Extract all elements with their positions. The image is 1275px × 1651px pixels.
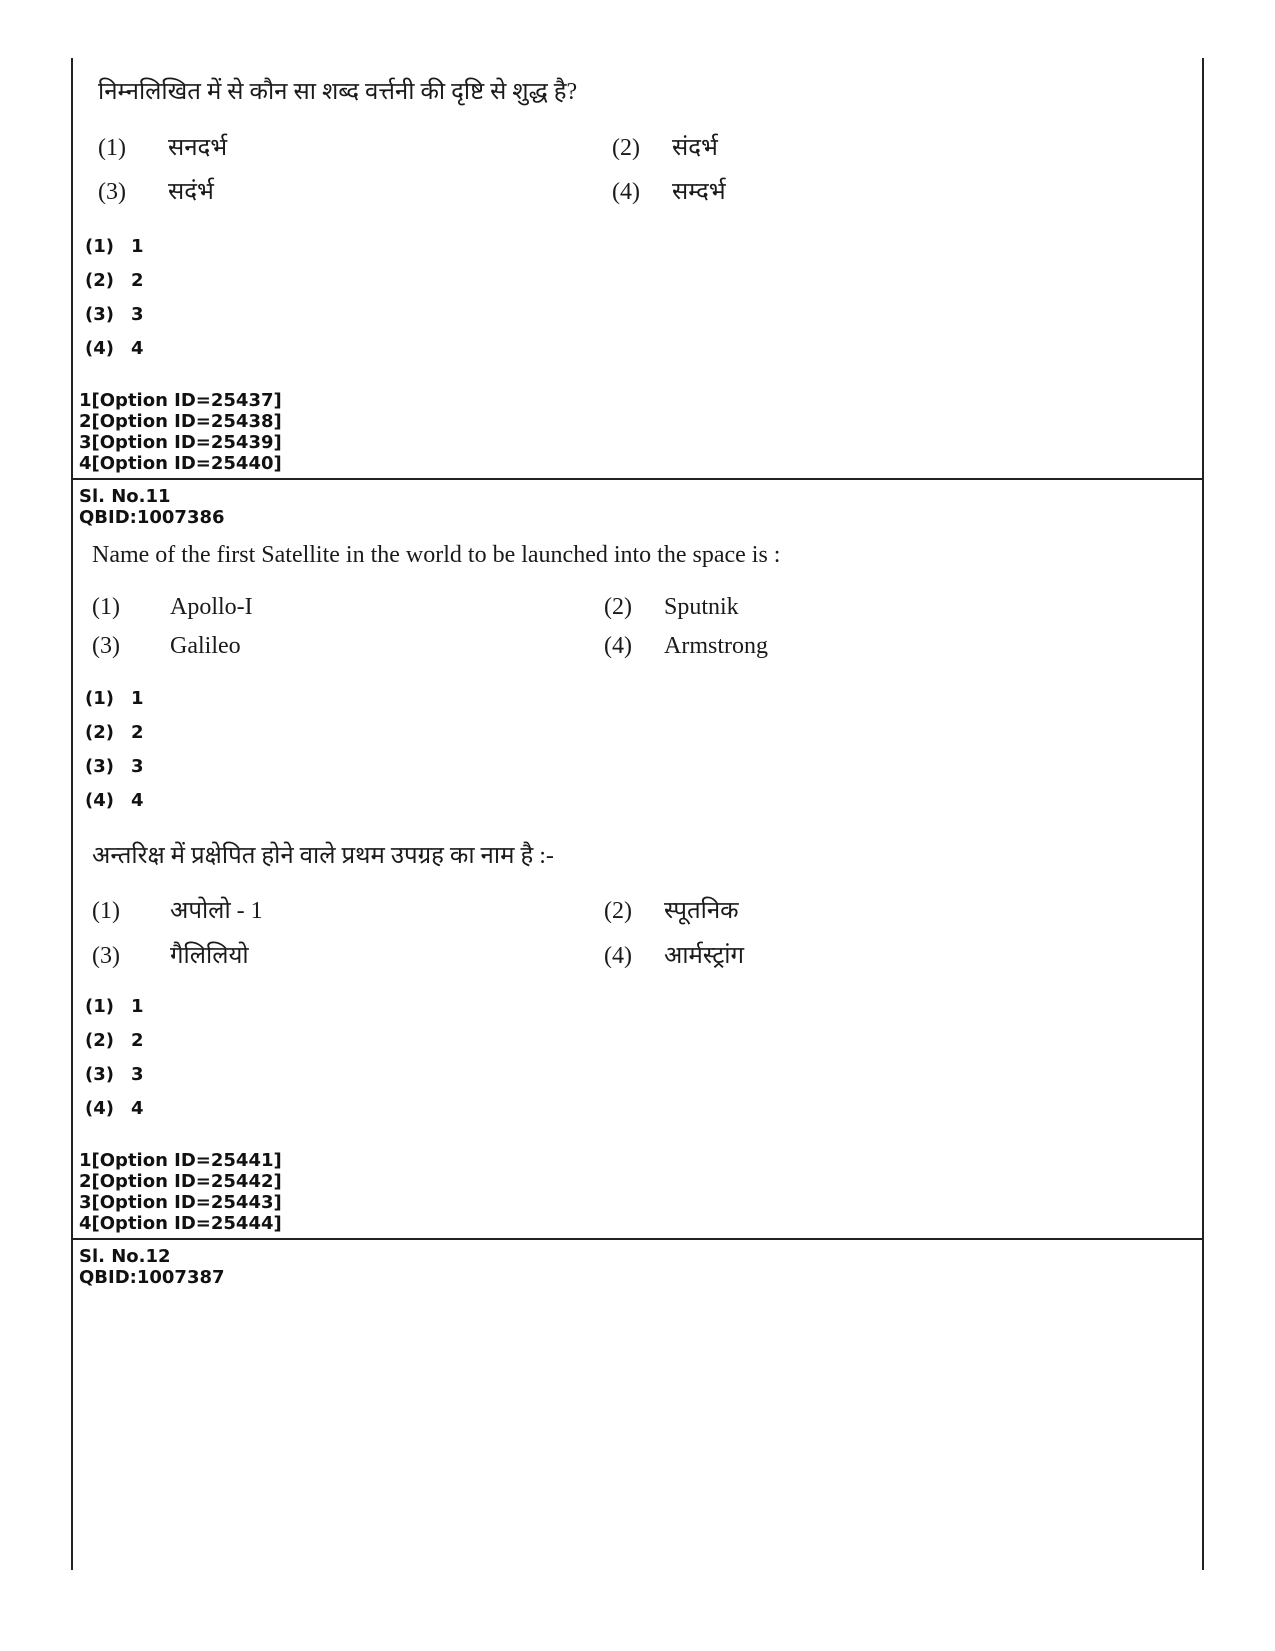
section-divider bbox=[71, 478, 1204, 480]
q10-answer-choice-3[interactable]: (3) 3 bbox=[85, 304, 144, 325]
q11-english-answer-choice-2[interactable]: (2) 2 bbox=[85, 722, 144, 743]
q11-english-option-2: (2) Sputnik bbox=[604, 594, 739, 620]
q11-hindi-answer-choice-2[interactable]: (2) 2 bbox=[85, 1030, 144, 1051]
q11-hindi-option-4: (4) आर्मस्ट्रांग bbox=[604, 943, 745, 969]
q11-hindi-question: अन्तरिक्ष में प्रक्षेपित होने वाले प्रथम उपग्रह का नाम है :- bbox=[92, 843, 554, 869]
q12-header bbox=[79, 1246, 225, 1288]
q11-hindi-option-1: (1) अपोलो - 1 bbox=[92, 898, 263, 924]
q11-english-option-3: (3) Galileo bbox=[92, 633, 241, 659]
q11-english-answer-choice-3[interactable]: (3) 3 bbox=[85, 756, 144, 777]
q10-option-ids bbox=[79, 390, 282, 474]
q10-answer-choice-4[interactable]: (4) 4 bbox=[85, 338, 144, 359]
q10-hindi-option-3: (3) सदंर्भ bbox=[98, 179, 214, 205]
qbid: QBID:1007386 bbox=[79, 507, 225, 528]
q11-english-question: Name of the first Satellite in the world to be launched into the space is : bbox=[92, 542, 781, 568]
right-border bbox=[1202, 58, 1204, 1570]
q11-hindi-answer-choice-1[interactable]: (1) 1 bbox=[85, 996, 144, 1017]
option-id-line: 1[Option ID=25441] bbox=[79, 1150, 282, 1171]
q11-header bbox=[79, 486, 225, 528]
option-id-line: 4[Option ID=25444] bbox=[79, 1213, 282, 1234]
section-divider bbox=[71, 1238, 1204, 1240]
q11-english-answer-choice-4[interactable]: (4) 4 bbox=[85, 790, 144, 811]
q11-hindi-option-2: (2) स्पूतनिक bbox=[604, 898, 739, 924]
q11-hindi-option-3: (3) गैलिलियो bbox=[92, 943, 249, 969]
q10-hindi-option-4: (4) सम्दर्भ bbox=[612, 179, 726, 205]
q11-option-ids bbox=[79, 1150, 282, 1234]
q10-hindi-option-2: (2) संदर्भ bbox=[612, 135, 718, 161]
qbid: QBID:1007387 bbox=[79, 1267, 225, 1288]
left-border bbox=[71, 58, 73, 1570]
q10-answer-choice-1[interactable]: (1) 1 bbox=[85, 236, 144, 257]
option-id-line: 2[Option ID=25442] bbox=[79, 1171, 282, 1192]
option-id-line: 3[Option ID=25443] bbox=[79, 1192, 282, 1213]
option-id-line: 1[Option ID=25437] bbox=[79, 390, 282, 411]
sl-no: Sl. No.12 bbox=[79, 1246, 171, 1267]
q11-english-option-1: (1) Apollo-I bbox=[92, 594, 253, 620]
q10-hindi-question: निम्नलिखित में से कौन सा शब्द वर्त्तनी की दृष्टि से शुद्ध है? bbox=[98, 79, 578, 105]
option-id-line: 4[Option ID=25440] bbox=[79, 453, 282, 474]
q11-hindi-answer-choice-4[interactable]: (4) 4 bbox=[85, 1098, 144, 1119]
q11-english-answer-choice-1[interactable]: (1) 1 bbox=[85, 688, 144, 709]
q11-english-option-4: (4) Armstrong bbox=[604, 633, 768, 659]
q10-answer-choice-2[interactable]: (2) 2 bbox=[85, 270, 144, 291]
option-id-line: 2[Option ID=25438] bbox=[79, 411, 282, 432]
q11-hindi-answer-choice-3[interactable]: (3) 3 bbox=[85, 1064, 144, 1085]
q10-hindi-option-1: (1) सनदर्भ bbox=[98, 135, 228, 161]
sl-no: Sl. No.11 bbox=[79, 486, 171, 507]
option-id-line: 3[Option ID=25439] bbox=[79, 432, 282, 453]
